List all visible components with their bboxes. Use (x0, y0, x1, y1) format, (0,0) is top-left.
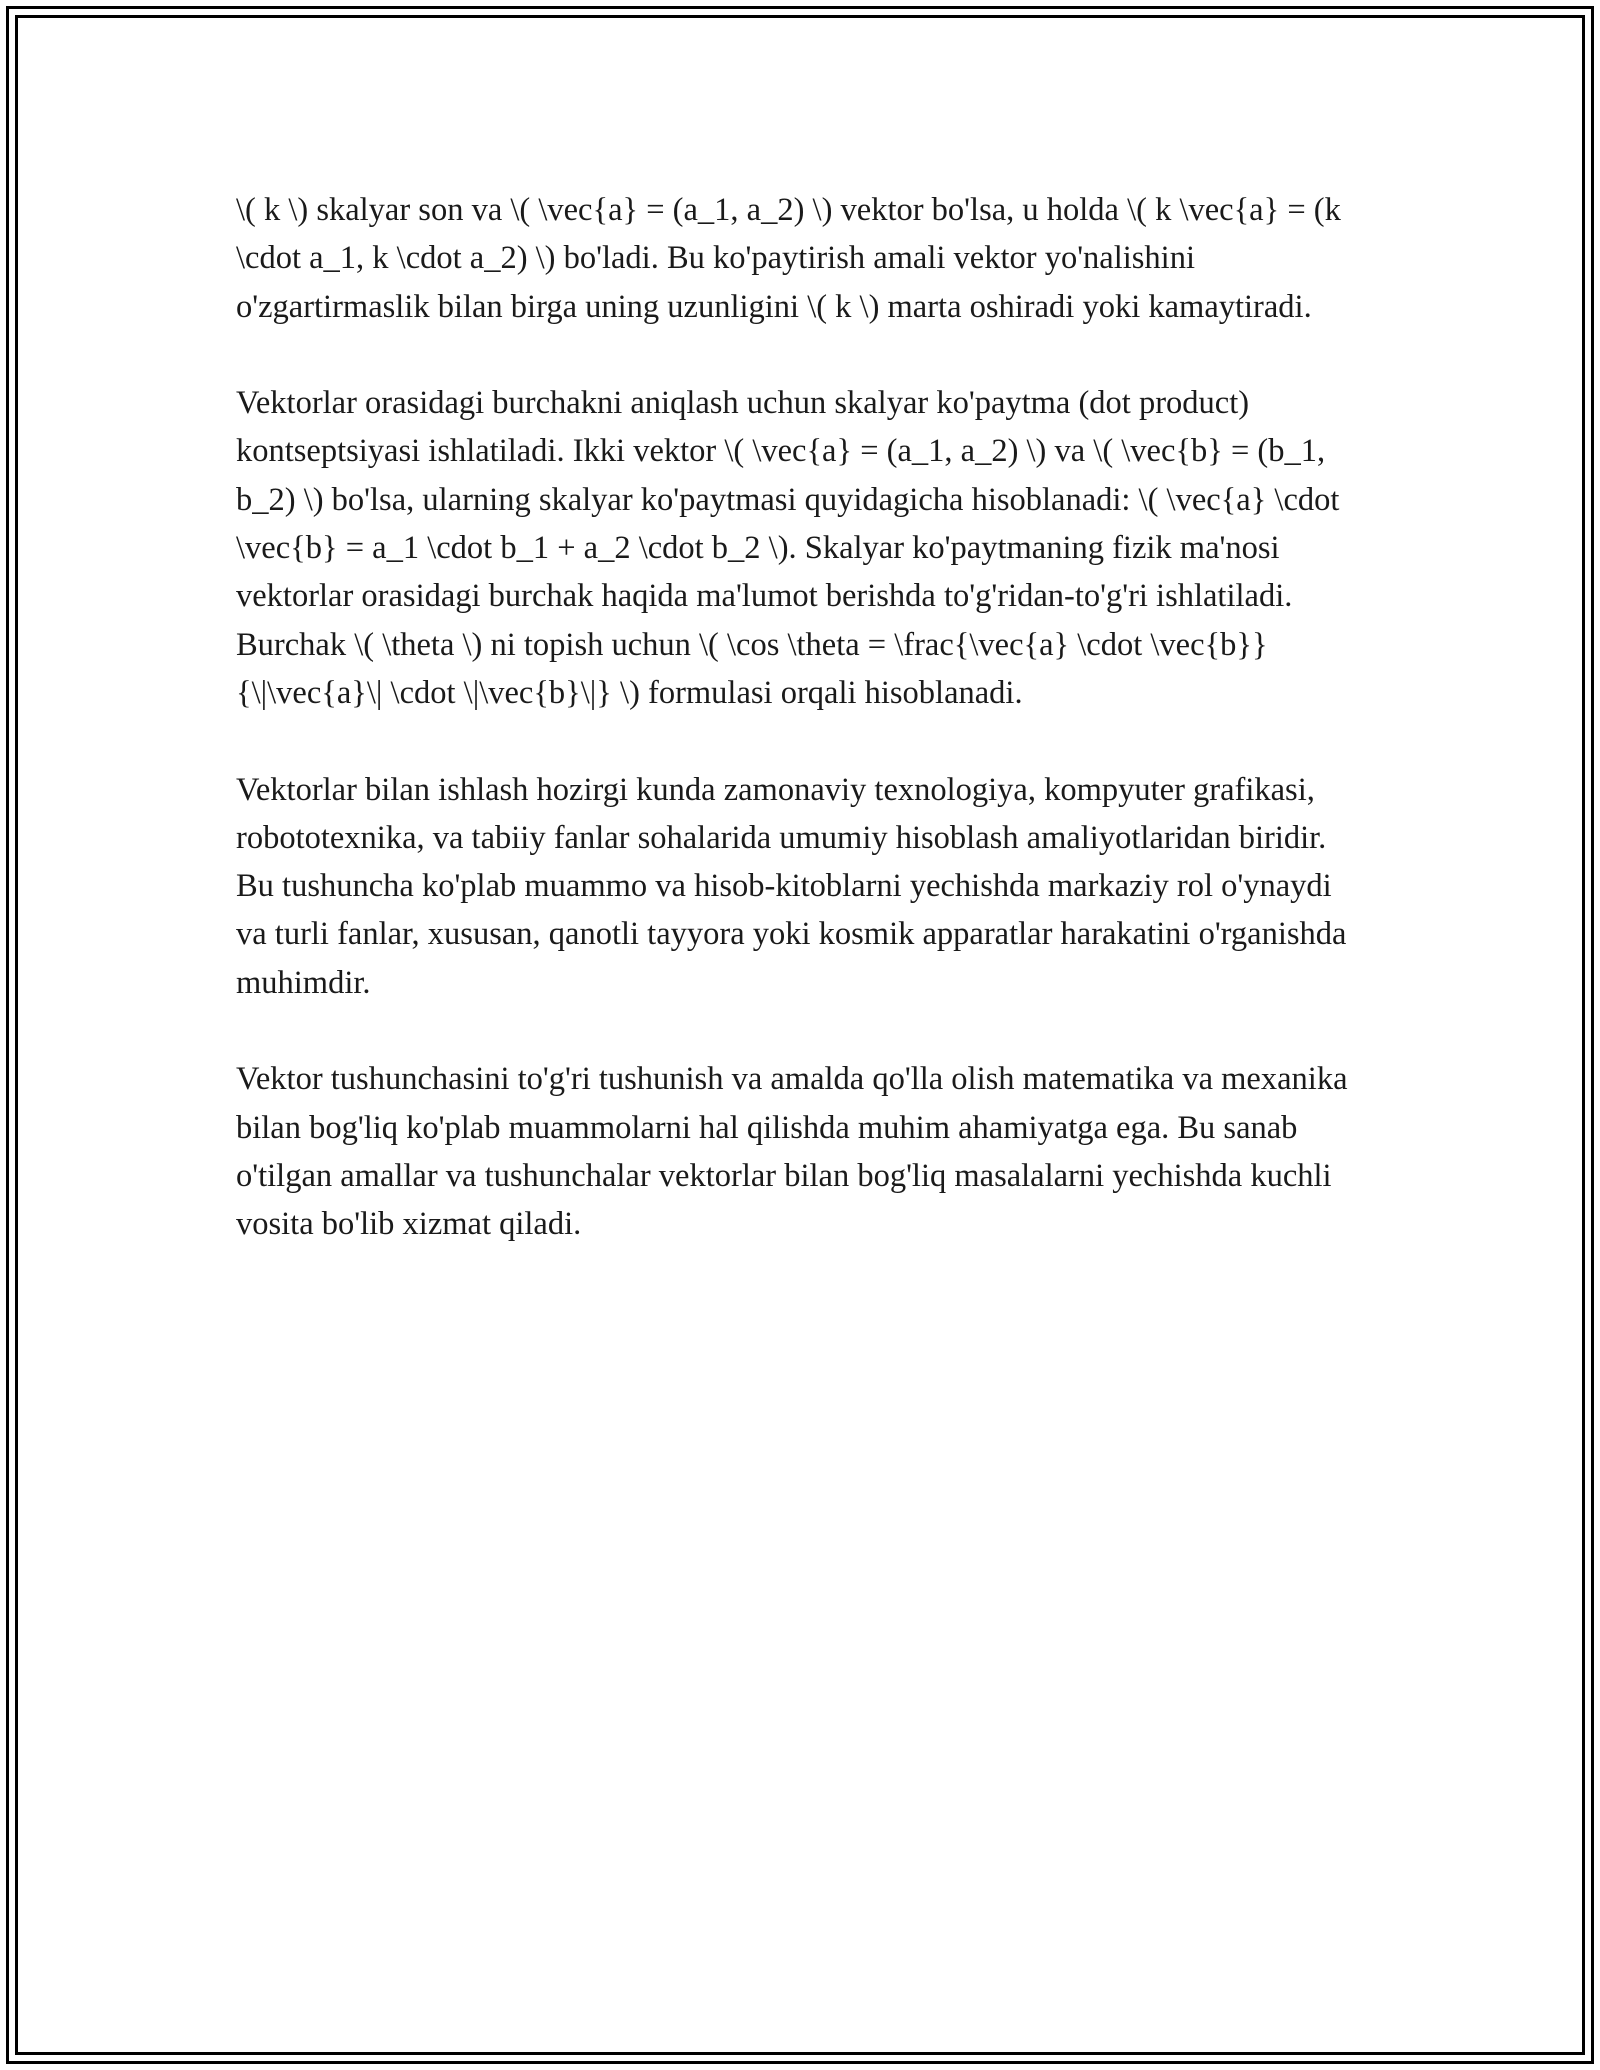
document-body (236, 186, 1366, 1297)
paragraph-dot-product: Vektorlar orasidagi burchakni aniqlash uchun skalyar ko'paytma (dot product) kontseptsiyasi ishlatiladi. Ikki vektor \( \vec{a} = (a_1, a_2) \) va \( \vec{b} = (b_1, b_2) \) bo'lsa, ularning skalyar ko'paytmasi quyidagicha hisoblanadi: \( \vec{a} \cdot \vec{b} = a_1 \cdot b_1 + a_2 \cdot b_2 \). Skalyar ko'paytmaning fizik ma'nosi vektorlar orasidagi burchak haqida ma'lumot berishda to'g'ridan-to'g'ri ishlatiladi. Burchak \( \theta \) ni topish uchun \( \cos \theta = \frac{\vec{a} \cdot \vec{b}}{\|\vec{a}\| \cdot \|\vec{b}\|} \) formulasi orqali hisoblanadi. (236, 385, 1340, 711)
paragraph-conclusion: Vektor tushunchasini to'g'ri tushunish va amalda qo'lla olish matematika va mexanika bilan bog'liq ko'plab muammolarni hal qilishda muhim ahamiyatga ega. Bu sanab o'tilgan amallar va tushunchalar vektorlar bilan bog'liq masalalarni yechishda kuchli vosita bo'lib xizmat qiladi. (236, 1061, 1348, 1243)
paragraph-applications: Vektorlar bilan ishlash hozirgi kunda zamonaviy texnologiya, kompyuter grafikasi, robototexnika, va tabiiy fanlar sohalarida umumiy hisoblash amaliyotlaridan biridir. Bu tushuncha ko'plab muammo va hisob-kitoblarni yechishda markaziy rol o'ynaydi va turli fanlar, xususan, qanotli tayyora yoki kosmik apparatlar harakatini o'rganishda muhimdir. (236, 771, 1347, 1001)
paragraph-scalar-multiplication: \( k \) skalyar son va \( \vec{a} = (a_1, a_2) \) vektor bo'lsa, u holda \( k \vec{a} = (k \cdot a_1, k \cdot a_2) \) bo'ladi. Bu ko'paytirish amali vektor yo'nalishini o'zgartirmaslik bilan birga uning uzunligini \( k \) marta oshiradi yoki kamaytiradi. (236, 192, 1341, 325)
